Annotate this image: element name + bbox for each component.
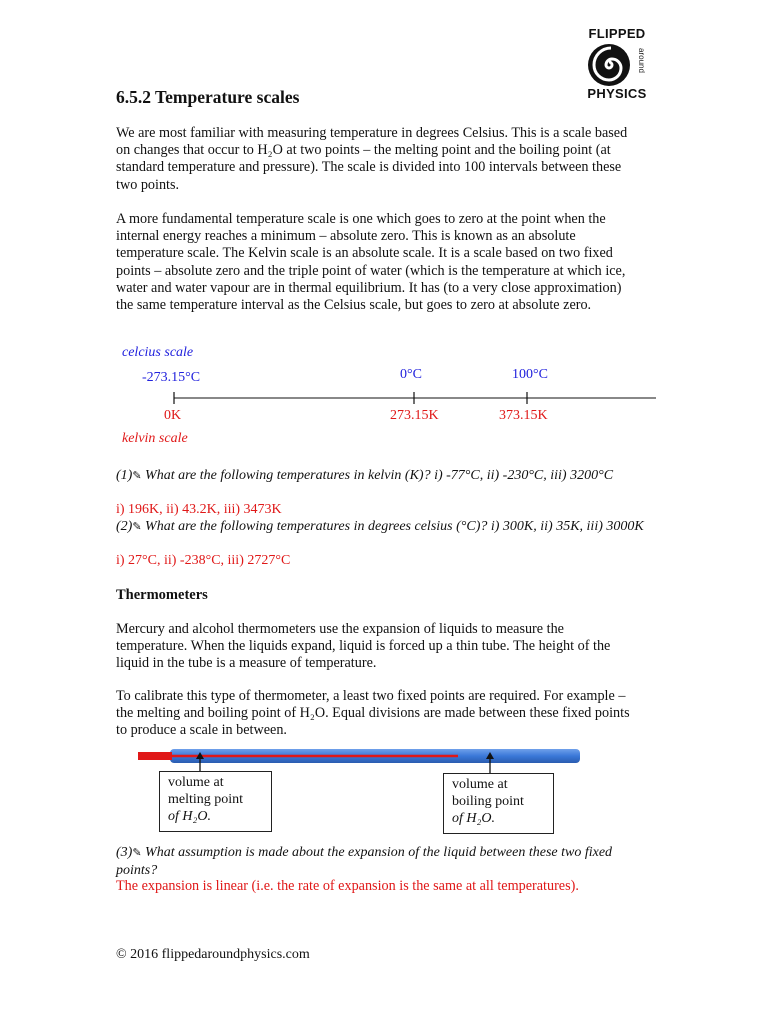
- celsius-value-absolute-zero: -273.15°C: [142, 370, 201, 385]
- thermometers-heading: Thermometers: [116, 587, 208, 603]
- question-2: [116, 518, 646, 536]
- logo-top-text: FLIPPED: [588, 26, 646, 41]
- section-heading: 6.5.2 Temperature scales: [116, 87, 300, 107]
- question-1: [116, 467, 646, 485]
- temperature-scale-line: [170, 388, 660, 408]
- question-text: What are the following temperatures in kelvin (K)? i) -77°C, ii) -230°C, iii) 3200°C: [145, 468, 614, 483]
- box-line: boiling point: [452, 794, 524, 809]
- paragraph-kelvin: A more fundamental temperature scale is one which goes to zero at the point when the internal energy reaches a minimum – absolute zero. This is known as an absolute temperature scale. The Kelvin scale is an absolute scale. It is a scale based on two fixed points – absolute zero and the triple point of water (which is the temperature at which ice, water and water vapour are in thermal equilibrium. It has (to a very close approximation) the same temperature interval as the Celsius scale, but goes to zero at absolute zero.: [116, 211, 626, 314]
- question-3: [116, 844, 646, 879]
- celsius-scale-label: celcius scale: [122, 345, 194, 360]
- logo-side-text: around: [637, 48, 646, 73]
- flipped-physics-logo: [584, 26, 650, 102]
- celsius-value-boiling: 100°C: [512, 367, 548, 382]
- question-number: (2): [116, 519, 133, 534]
- pencil-icon: ✎: [132, 470, 142, 482]
- box-line: of H₂O.: [452, 811, 495, 826]
- spiral-logo-icon: [586, 42, 632, 88]
- kelvin-value-melting: 273.15K: [390, 408, 439, 423]
- liquid-bulb: [138, 752, 172, 760]
- kelvin-scale-label: kelvin scale: [122, 431, 188, 446]
- answer-2: i) 27°C, ii) -238°C, iii) 2727°C: [116, 553, 291, 568]
- kelvin-value-absolute-zero: 0K: [164, 408, 182, 423]
- copyright-footer: © 2016 flippedaroundphysics.com: [116, 947, 310, 962]
- box-line: volume at: [168, 775, 224, 790]
- kelvin-value-boiling: 373.15K: [499, 408, 548, 423]
- paragraph-thermometers: Mercury and alcohol thermometers use the expansion of liquids to measure the temperature. When the liquids expand, liquid is forced up a thin tube. The height of the liquid in the tube is a measure of temperature.: [116, 621, 611, 672]
- box-line: of H₂O.: [168, 809, 211, 824]
- question-text: What are the following temperatures in degrees celsius (°C)? i) 300K, ii) 35K, iii) 3000K: [145, 519, 644, 534]
- melting-point-label-box: [159, 771, 272, 832]
- question-number: (1): [116, 468, 133, 483]
- box-line: volume at: [452, 777, 508, 792]
- pencil-icon: ✎: [132, 847, 142, 859]
- logo-bottom-text: PHYSICS: [587, 86, 647, 101]
- question-text: What assumption is made about the expansion of the liquid between these two fixed points?: [116, 845, 613, 878]
- answer-3: The expansion is linear (i.e. the rate of expansion is the same at all temperatures).: [116, 878, 579, 894]
- paragraph-celsius: We are most familiar with measuring temperature in degrees Celsius. This is a scale based on changes that occur to H₂O at two points – the melting point and the boiling point (at standard temperature and pressure). The scale is divided into 100 intervals between these two points.: [116, 125, 628, 193]
- pencil-icon: ✎: [132, 521, 142, 533]
- answer-1: i) 196K, ii) 43.2K, iii) 3473K: [116, 502, 282, 517]
- boiling-point-label-box: [443, 773, 554, 834]
- paragraph-calibration: To calibrate this type of thermometer, a least two fixed points are required. For example – the melting and boiling point of H₂O. Equal divisions are made between these fixed points to produce a scale in between.: [116, 688, 630, 739]
- celsius-value-melting: 0°C: [400, 367, 422, 382]
- question-number: (3): [116, 845, 133, 860]
- box-line: melting point: [168, 792, 244, 807]
